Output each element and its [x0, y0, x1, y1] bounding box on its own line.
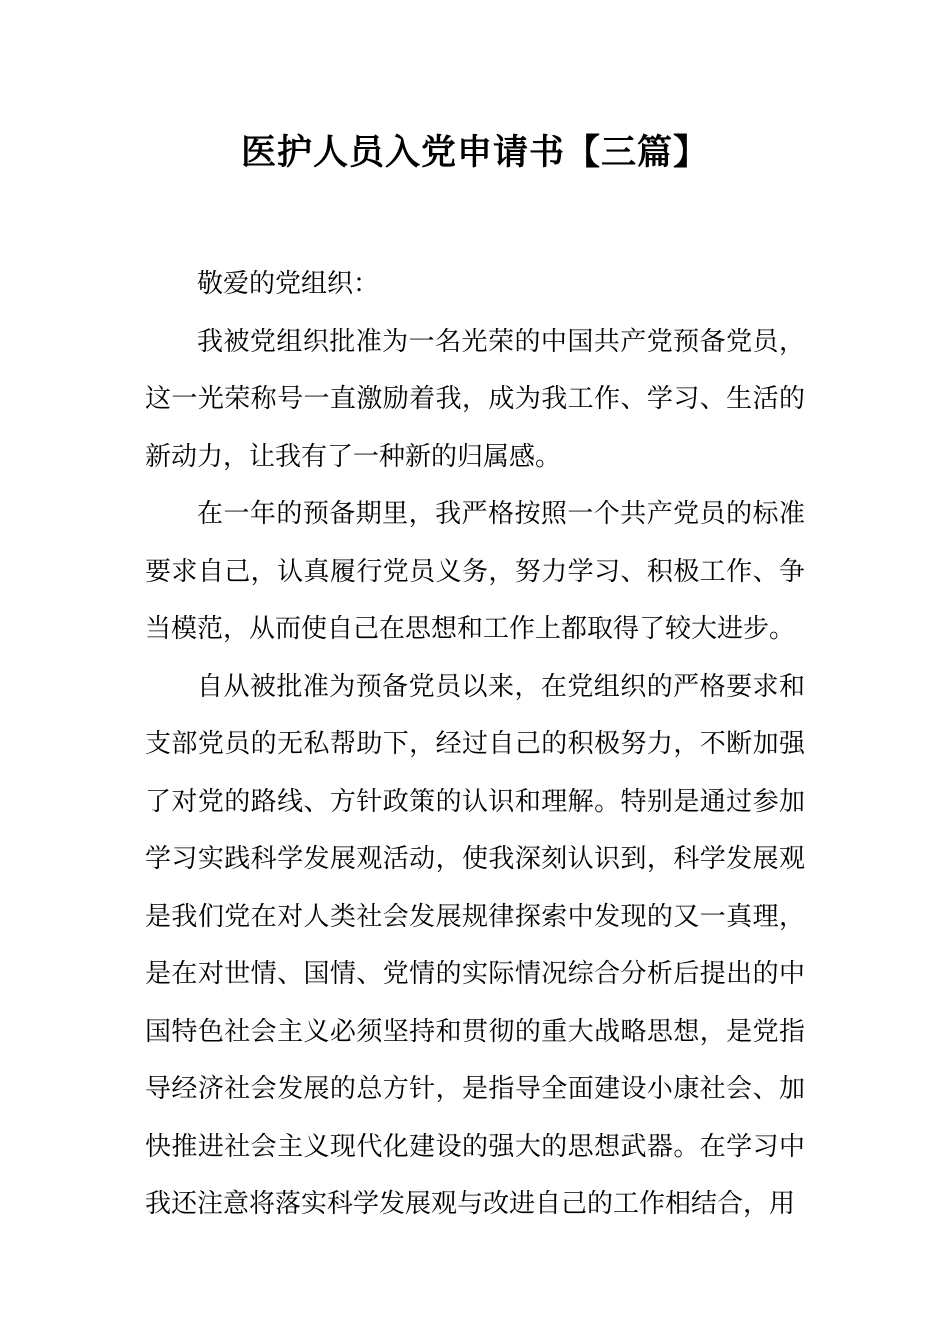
paragraph-1: 我被党组织批准为一名光荣的中国共产党预备党员，这一光荣称号一直激励着我，成为我工作、学习、生活的新动力，让我有了一种新的归属感。 — [145, 326, 805, 472]
document-title: 医护人员入党申请书【三篇】 — [240, 133, 709, 173]
document-body — [145, 256, 805, 1234]
paragraph-3: 自从被批准为预备党员以来，在党组织的严格要求和支部党员的无私帮助下，经过自己的积极努力，不断加强了对党的路线、方针政策的认识和理解。特别是通过参加学习实践科学发展观活动，使我深刻认识到，科学发展观是我们党在对人类社会发展规律探索中发现的又一真理，是在对世情、国情、党情的实际情况综合分析后提出的中国特色社会主义必须坚持和贯彻的重大战略思想，是党指导经济社会发展的总方针，是指导全面建设小康社会、加快推进社会主义现代化建设的强大的思想武器。在学习中我还注意将落实科学发展观与改进自己的工作相结合，用 — [145, 671, 805, 1219]
salutation: 敬爱的党组织： — [197, 269, 380, 299]
paragraph-2: 在一年的预备期里，我严格按照一个共产党员的标准要求自己，认真履行党员义务，努力学习、积极工作、争当模范，从而使自己在思想和工作上都取得了较大进步。 — [145, 499, 805, 644]
